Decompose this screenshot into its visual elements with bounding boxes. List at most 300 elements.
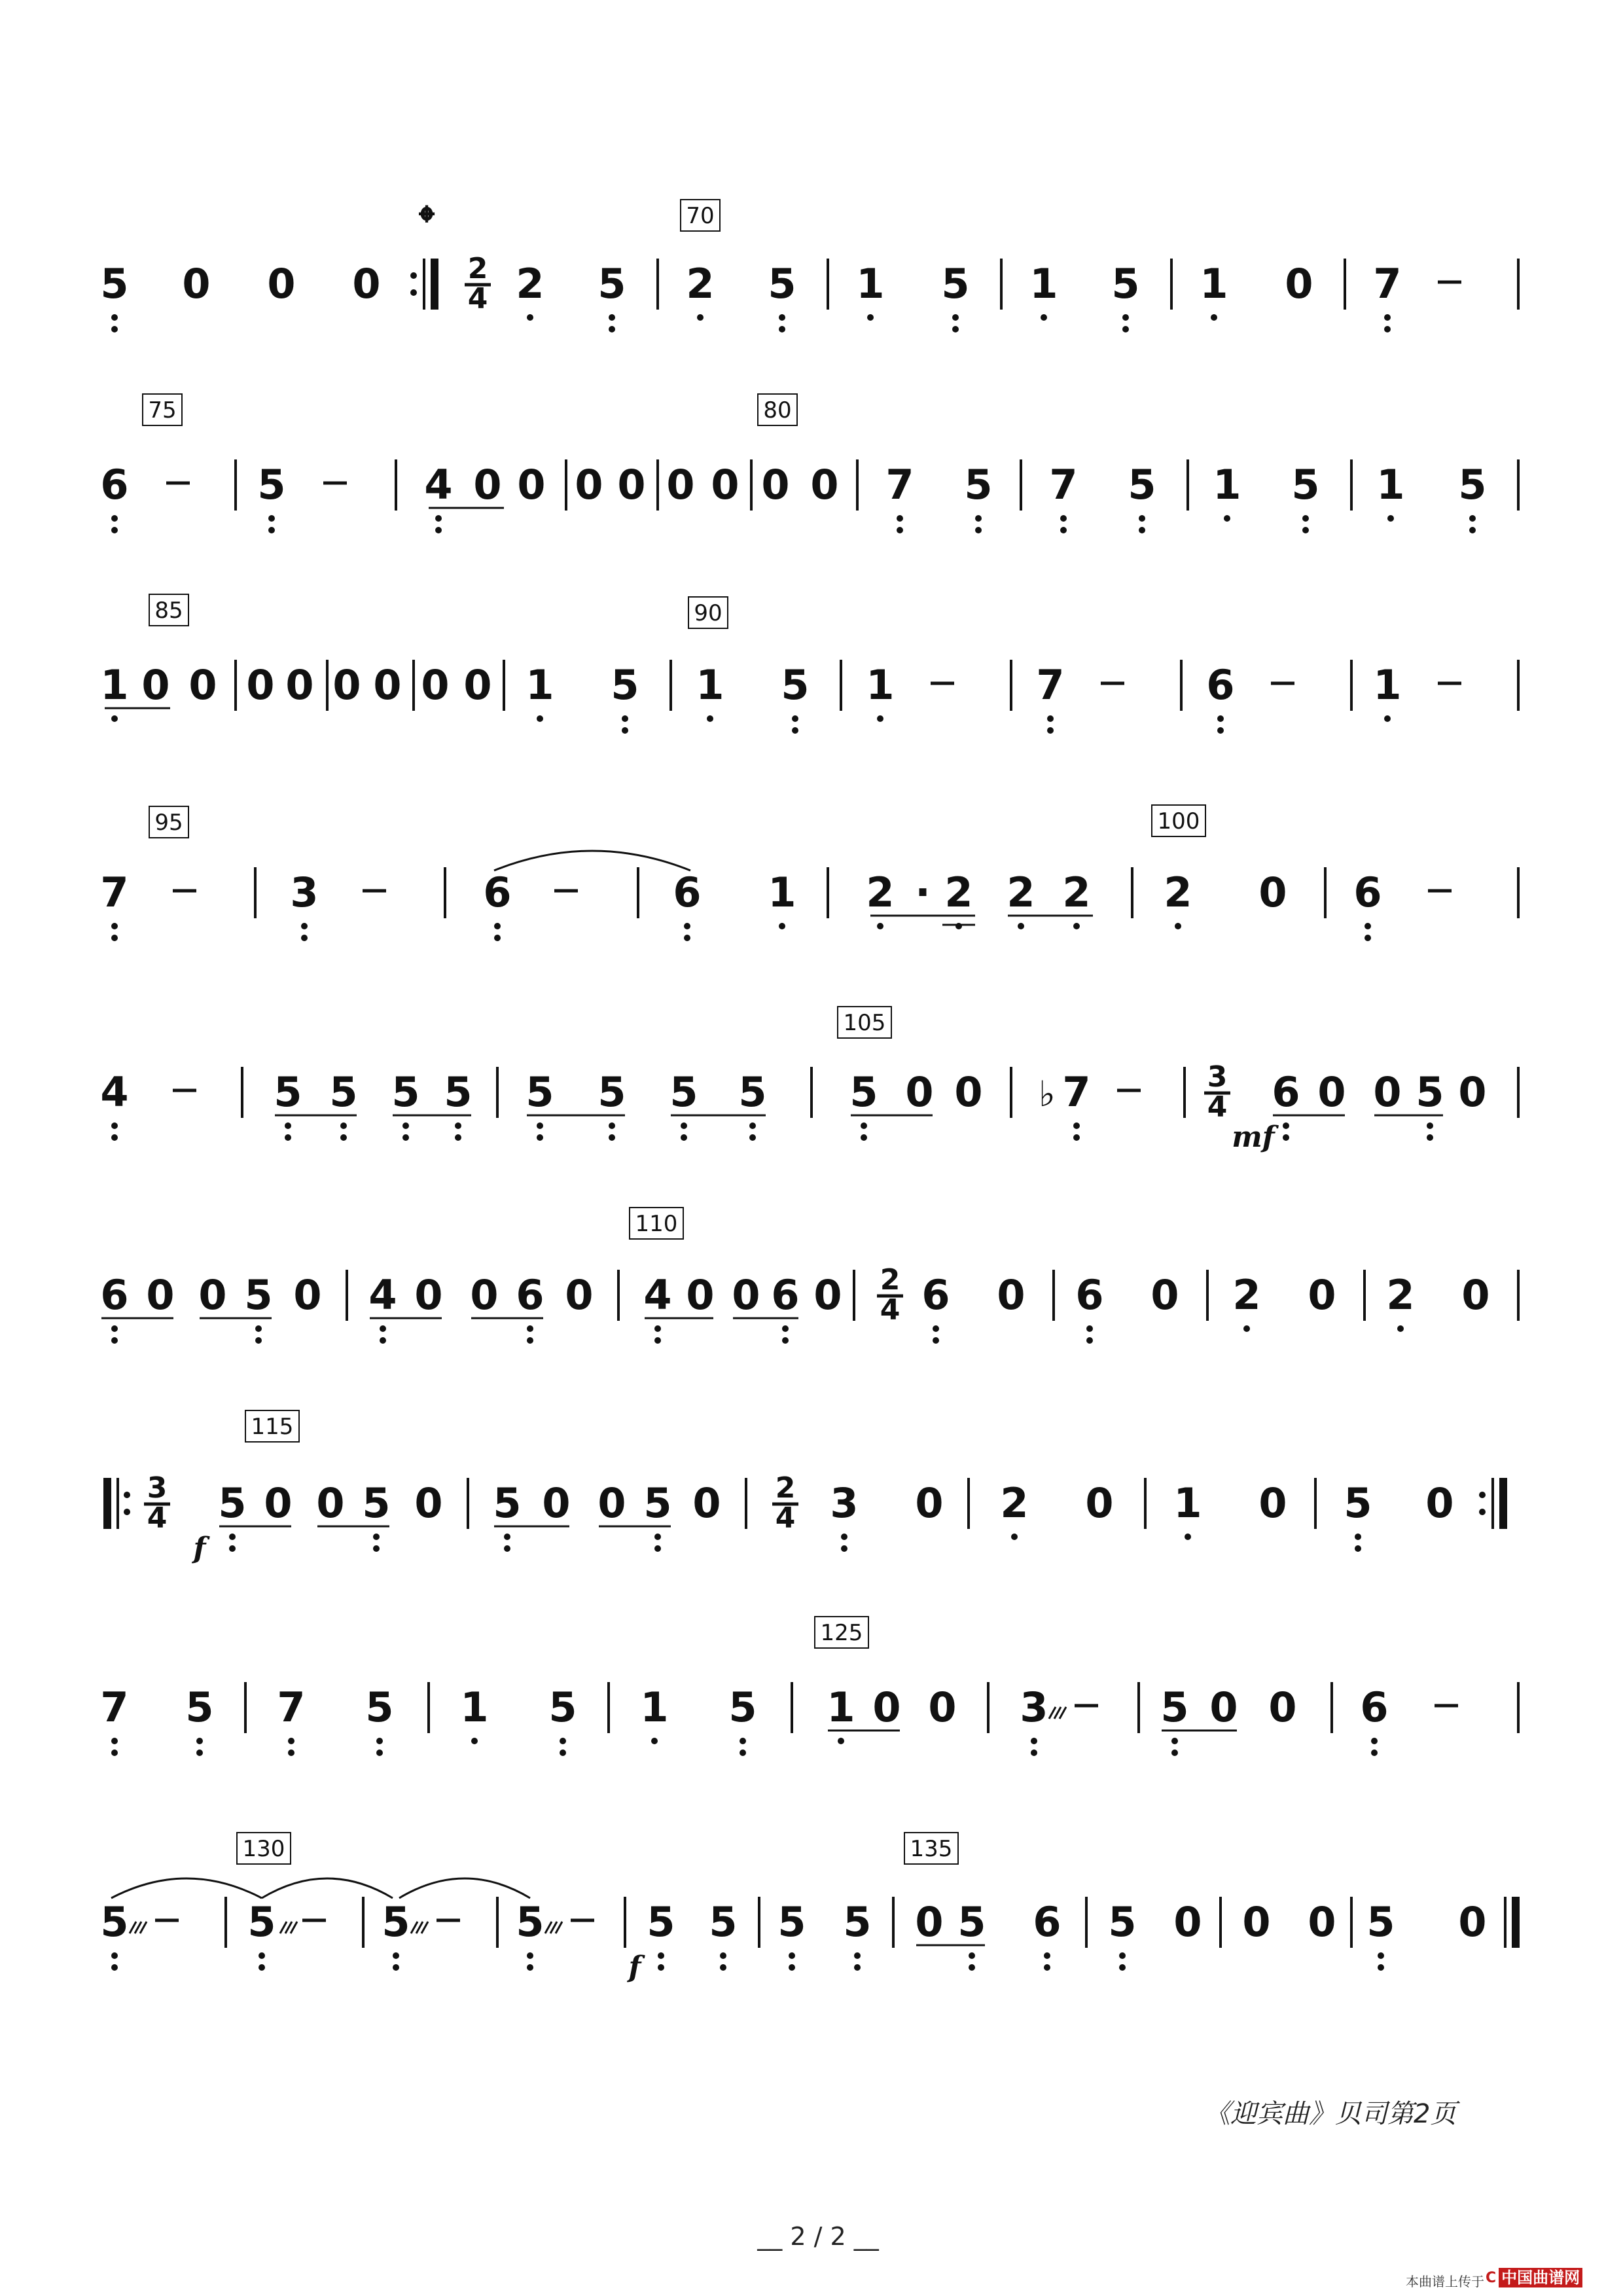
note-digit: 5 [365,1683,394,1731]
measure-number: 95 [154,810,183,836]
time-signature: 4 [467,282,488,315]
octave-dot [527,314,533,321]
octave-dot [969,1964,975,1971]
octave-dot [229,1545,236,1552]
note-digit: 2 [866,869,895,916]
octave-dot [1139,527,1145,533]
note-digit: 1 [1173,1479,1202,1527]
note-digit: 5 [329,1068,358,1116]
repeat-dot [124,1509,130,1515]
note-digit: 5 [957,1898,986,1946]
octave-dot [854,1952,861,1959]
note-digit: 5 [548,1683,577,1731]
octave-dot [111,1952,118,1959]
slur [262,1878,393,1898]
octave-dot [340,1134,347,1141]
time-signature: 3 [147,1471,168,1505]
rest-digit: 0 [414,1271,443,1319]
octave-dot [537,1122,543,1129]
note-digit: 2 [686,260,715,308]
octave-dot [749,1122,756,1129]
final-barline [431,259,438,310]
time-signature: 2 [775,1471,796,1505]
octave-dot [504,1545,510,1552]
rest-digit: 0 [517,461,546,509]
rest-digit: 0 [1461,1271,1490,1319]
octave-dot [1384,326,1391,332]
octave-dot [1041,314,1047,321]
octave-dot [975,527,982,533]
octave-dot [1171,1738,1178,1744]
rest-digit: 0 [915,1479,944,1527]
measure-number: 85 [154,598,183,624]
rest-digit: 0 [421,661,450,709]
rest-digit: 0 [264,1479,293,1527]
octave-dot [952,326,959,332]
octave-dot [1283,1134,1289,1141]
octave-dot [1185,1534,1191,1540]
octave-dot [259,1964,265,1971]
octave-dot [681,1122,687,1129]
rest-digit: 0 [1209,1683,1238,1731]
octave-dot [111,326,118,332]
octave-dot [684,923,690,929]
octave-dot [841,1545,847,1552]
octave-dot [435,527,442,533]
note-digit: 2 [1232,1271,1261,1319]
note-digit: 6 [100,461,129,509]
note-digit: 7 [1062,1068,1091,1116]
measure-number: 110 [635,1211,678,1237]
rest-digit: 0 [1285,260,1313,308]
octave-dot [681,1134,687,1141]
note-digit: 5 [1366,1898,1395,1946]
rest-digit: 0 [597,1479,626,1527]
octave-dot [288,1738,294,1744]
octave-dot [560,1749,566,1756]
octave-dot [1427,1134,1433,1141]
rest-digit: 0 [141,661,170,709]
note-digit: 5 [274,1068,302,1116]
note-digit: 2 [1007,869,1035,916]
measure-number: 75 [148,397,177,423]
dynamic-mark: f [628,1950,641,1984]
note-digit: 1 [526,661,554,709]
octave-dot [1469,527,1476,533]
note-digit: 5 [1128,461,1156,509]
octave-dot [301,935,308,941]
rest-digit: 0 [1458,1068,1487,1116]
note-digit: 5 [781,661,810,709]
octave-dot [609,1134,615,1141]
time-signature: 4 [1207,1090,1228,1124]
note-digit: 1 [856,260,885,308]
octave-dot [402,1122,409,1129]
octave-dot [707,715,713,722]
repeat-dot [124,1492,130,1498]
site-logo-mark: C [1486,2269,1497,2286]
note-digit: 5 [247,1898,276,1946]
footer-title: 《迎宾曲》贝司第2页 [1204,2099,1457,2129]
note-digit: 1 [768,869,796,916]
augmentation-dot: · [915,869,931,916]
note-digit: 5 [728,1683,757,1731]
note-digit: 4 [100,1068,129,1116]
octave-dot [1011,1534,1018,1540]
octave-dot [1119,1964,1126,1971]
rest-digit: 0 [575,461,603,509]
time-signature: 3 [1207,1060,1228,1094]
octave-dot [975,515,982,522]
octave-dot [779,923,785,929]
octave-dot [651,1738,658,1744]
measure-number: 70 [686,203,715,229]
octave-dot [1175,923,1181,929]
rest-digit: 0 [1258,1479,1287,1527]
rest-digit: 0 [542,1479,571,1527]
note-digit: 7 [1373,260,1402,308]
octave-dot [393,1952,399,1959]
octave-dot [1243,1325,1250,1332]
octave-dot [897,527,903,533]
octave-dot [527,1952,533,1959]
note-digit: 1 [866,661,895,709]
note-digit: 5 [647,1898,675,1946]
octave-dot [933,1337,939,1344]
rest-digit: 0 [1373,1068,1402,1116]
note-digit: 3 [290,869,319,916]
octave-dot [255,1325,262,1332]
octave-dot [933,1325,939,1332]
note-digit: 5 [941,260,970,308]
rest-digit: 0 [928,1683,957,1731]
note-digit: 1 [1213,461,1241,509]
slur [399,1878,530,1898]
rest-digit: 0 [182,260,211,308]
octave-dot [789,1964,795,1971]
octave-dot [854,1964,861,1971]
slur [111,1878,262,1898]
rest-digit: 0 [473,461,502,509]
octave-dot [537,715,543,722]
note-digit: 5 [597,260,626,308]
note-digit: 1 [1376,461,1405,509]
rest-digit: 0 [414,1479,443,1527]
measure-number: 135 [910,1836,953,1862]
note-digit: 4 [424,461,453,509]
rest-digit: 0 [198,1271,227,1319]
note-digit: 1 [100,661,129,709]
measure-number: 90 [694,600,722,626]
final-barline [103,1478,111,1529]
octave-dot [1355,1534,1361,1540]
note-digit: 5 [516,1898,544,1946]
note-digit: 5 [1344,1479,1372,1527]
rest-digit: 0 [666,461,695,509]
slur [494,851,690,870]
octave-dot [111,1738,118,1744]
rest-digit: 0 [1425,1479,1454,1527]
note-digit: 5 [1111,260,1140,308]
dynamic-mark: f [193,1532,206,1565]
note-digit: 4 [643,1271,672,1319]
measure-number: 115 [251,1414,294,1440]
octave-dot [1469,515,1476,522]
flat-sign: ♭ [1039,1073,1056,1115]
note-digit: 5 [218,1479,247,1527]
note-digit: 5 [444,1068,473,1116]
note-digit: 5 [1458,461,1487,509]
note-digit: 6 [100,1271,129,1319]
octave-dot [285,1134,291,1141]
octave-dot [301,923,308,929]
repeat-dot [410,289,417,296]
octave-dot [1073,923,1080,929]
octave-dot [259,1952,265,1959]
octave-dot [1044,1964,1050,1971]
page-number: __ 2 / 2 __ [757,2222,879,2251]
rest-digit: 0 [1308,1898,1336,1946]
note-digit: 5 [1108,1898,1137,1946]
octave-dot [455,1122,461,1129]
octave-dot [1073,1122,1080,1129]
octave-dot [740,1749,746,1756]
measure-number: 130 [242,1836,285,1862]
note-digit: 2 [516,260,544,308]
note-digit: 5 [185,1683,214,1731]
note-digit: 6 [483,869,512,916]
dynamic-mark: mf [1232,1121,1275,1154]
octave-dot [1044,1952,1050,1959]
octave-dot [1224,515,1230,522]
octave-dot [380,1337,386,1344]
octave-dot [789,1952,795,1959]
coda-sign: 𝄌 [419,198,435,246]
octave-dot [861,1134,867,1141]
note-digit: 7 [1036,661,1065,709]
octave-dot [1086,1325,1093,1332]
note-digit: 5 [362,1479,391,1527]
octave-dot [654,1545,661,1552]
octave-dot [1371,1738,1378,1744]
octave-dot [111,935,118,941]
measure-number: 125 [820,1620,863,1646]
octave-dot [1364,923,1371,929]
note-digit: 5 [100,260,129,308]
octave-dot [537,1134,543,1141]
rest-digit: 0 [188,661,217,709]
octave-dot [1139,515,1145,522]
octave-dot [897,515,903,522]
note-digit: 3 [1020,1683,1048,1731]
note-digit: 6 [1206,661,1235,709]
rest-digit: 0 [267,260,296,308]
octave-dot [779,314,785,321]
octave-dot [111,923,118,929]
note-digit: 6 [673,869,702,916]
octave-dot [402,1134,409,1141]
note-digit: 5 [669,1068,698,1116]
octave-dot [376,1749,383,1756]
rest-digit: 0 [352,260,381,308]
rest-digit: 0 [905,1068,934,1116]
octave-dot [504,1534,510,1540]
note-digit: 5 [643,1479,672,1527]
note-digit: 5 [849,1068,878,1116]
octave-dot [838,1738,844,1744]
octave-dot [1302,527,1309,533]
note-digit: 5 [391,1068,420,1116]
repeat-dot [1479,1509,1486,1515]
note-digit: 5 [493,1479,522,1527]
octave-dot [1302,515,1309,522]
time-signature: 4 [880,1293,901,1327]
octave-dot [867,314,874,321]
rest-digit: 0 [246,661,275,709]
octave-dot [196,1749,203,1756]
note-digit: 5 [1160,1683,1189,1731]
rest-digit: 0 [711,461,740,509]
rest-digit: 0 [686,1271,715,1319]
rest-digit: 0 [146,1271,175,1319]
octave-dot [527,1325,533,1332]
octave-dot [1384,314,1391,321]
note-digit: 5 [382,1898,410,1946]
rest-digit: 0 [997,1271,1026,1319]
rest-digit: 0 [1085,1479,1114,1527]
note-digit: 3 [830,1479,859,1527]
octave-dot [1283,1122,1289,1129]
octave-dot [1047,727,1054,734]
octave-dot [1031,1738,1037,1744]
octave-dot [1217,715,1224,722]
octave-dot [749,1134,756,1141]
note-digit: 6 [1075,1271,1104,1319]
octave-dot [622,715,628,722]
note-digit: 5 [768,260,796,308]
note-digit: 2 [1062,869,1091,916]
rest-digit: 0 [293,1271,322,1319]
octave-dot [111,1325,118,1332]
octave-dot [494,923,501,929]
octave-dot [471,1738,478,1744]
note-digit: 6 [1360,1683,1389,1731]
note-digit: 5 [964,461,993,509]
octave-dot [609,314,615,321]
rest-digit: 0 [617,461,646,509]
octave-dot [654,1534,661,1540]
octave-dot [527,1964,533,1971]
octave-dot [560,1738,566,1744]
rest-digit: 0 [332,661,361,709]
octave-dot [1018,923,1024,929]
note-digit: 7 [100,1683,129,1731]
octave-dot [1355,1545,1361,1552]
note-digit: 1 [1200,260,1228,308]
time-signature: 2 [467,252,488,285]
octave-dot [740,1738,746,1744]
octave-dot [435,515,442,522]
note-digit: 5 [1291,461,1320,509]
octave-dot [494,935,501,941]
note-digit: 5 [526,1068,554,1116]
octave-dot [111,1749,118,1756]
rest-digit: 0 [1308,1271,1336,1319]
rest-digit: 0 [692,1479,721,1527]
octave-dot [782,1325,789,1332]
octave-dot [654,1325,661,1332]
rest-digit: 0 [316,1479,345,1527]
rest-digit: 0 [285,661,314,709]
rest-digit: 0 [915,1898,944,1946]
note-digit: 6 [921,1271,950,1319]
note-digit: 6 [1033,1898,1061,1946]
rest-digit: 0 [565,1271,594,1319]
octave-dot [196,1738,203,1744]
octave-dot [1217,727,1224,734]
octave-dot [658,1952,664,1959]
rest-digit: 0 [1258,869,1287,916]
rest-digit: 0 [463,661,492,709]
octave-dot [952,314,959,321]
measure-number: 105 [843,1010,886,1036]
rest-digit: 0 [954,1068,983,1116]
octave-dot [841,1534,847,1540]
octave-dot [455,1134,461,1141]
rest-digit: 0 [1150,1271,1179,1319]
octave-dot [792,715,798,722]
note-digit: 4 [368,1271,397,1319]
octave-dot [877,923,883,929]
octave-dot [373,1545,380,1552]
octave-dot [111,1122,118,1129]
note-digit: 1 [1029,260,1058,308]
note-digit: 7 [100,869,129,916]
rest-digit: 0 [373,661,402,709]
note-digit: 5 [100,1898,129,1946]
note-digit: 5 [244,1271,273,1319]
octave-dot [111,715,118,722]
octave-dot [877,715,883,722]
note-digit: 7 [885,461,914,509]
note-digit: 5 [597,1068,626,1116]
note-digit: 1 [1373,661,1402,709]
note-digit: 7 [1049,461,1078,509]
octave-dot [654,1337,661,1344]
octave-dot [288,1749,294,1756]
octave-dot [340,1122,347,1129]
octave-dot [268,515,275,522]
octave-dot [111,515,118,522]
final-barline [1512,1897,1520,1948]
note-digit: 6 [771,1271,800,1319]
final-barline [1499,1478,1507,1529]
octave-dot [1171,1749,1178,1756]
time-signature: 4 [775,1501,796,1535]
site-logo[interactable] [1486,2266,1616,2289]
octave-dot [1371,1749,1378,1756]
rest-digit: 0 [732,1271,760,1319]
octave-dot [1031,1749,1037,1756]
rest-digit: 0 [1458,1898,1487,1946]
note-digit: 5 [709,1898,738,1946]
octave-dot [1384,715,1391,722]
octave-dot [720,1952,726,1959]
note-digit: 1 [827,1683,855,1731]
rest-digit: 0 [1317,1068,1346,1116]
octave-dot [376,1738,383,1744]
note-digit: 7 [277,1683,306,1731]
